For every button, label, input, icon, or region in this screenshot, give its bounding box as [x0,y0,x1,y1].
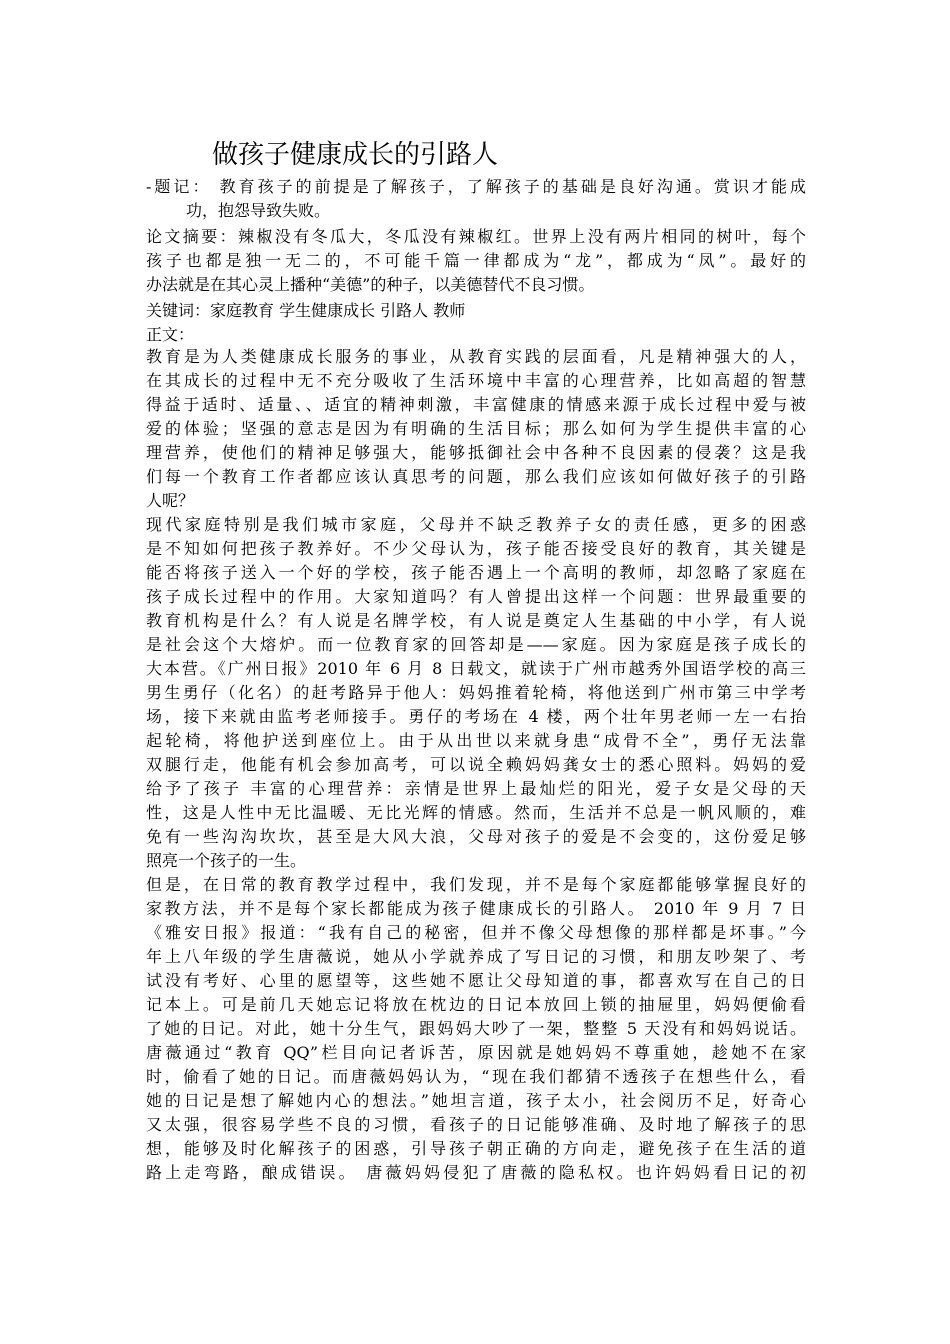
text-line: 双腿行走，他能有机会参加高考，可以说全赖妈妈龚女士的悉心照料。妈妈的爱 [146,755,806,774]
text-line: 们每一个教育工作者都应该认真思考的问题，那么我们应该如何做好孩子的引路 [146,467,806,486]
text-line: 路上走弯路，酿成错误。 唐薇妈妈侵犯了唐薇的隐私权。也许妈妈看日记的初 [146,1163,806,1182]
text-line: 试没有考好、心里的愿望等，这些她不愿让父母知道的事，都喜欢写在自己的日 [146,971,806,990]
text-line: 现代家庭特别是我们城市家庭，父母并不缺乏教养子女的责任感，更多的困惑 [146,515,806,534]
text-line: 爱的体验；坚强的意志是因为有明确的生活目标；那么如何为学生提供丰富的心 [146,419,806,438]
text-line: 记本上。可是前几天她忘记将放在枕边的日记本放回上锁的抽屉里，妈妈便偷看 [146,995,806,1014]
text-line: 唐薇通过“教育 QQ”栏目向记者诉苦，原因就是她妈妈不尊重她，趁她不在家 [146,1043,806,1062]
text-line: 办法就是在其心灵上播种“美德”的种子，以美德替代不良习惯。 [146,275,595,294]
text-line: 是社会这个大熔炉。而一位教育家的回答却是——家庭。因为家庭是孩子成长的 [146,635,806,654]
text-line: 她的日记是想了解她内心的想法。”她坦言道，孩子太小，社会阅历不足，好奇心 [146,1091,806,1110]
text-line: -题记： 教育孩子的前提是了解孩子，了解孩子的基础是良好沟通。赏识才能成 [146,177,806,196]
text-line: 想，能够及时化解孩子的困惑，引导孩子朝正确的方向走，避免孩子在生活的道 [146,1139,806,1158]
text-line: 人呢？ [146,491,195,510]
text-line: 在其成长的过程中无不充分吸收了生活环境中丰富的心理营养，比如高超的智慧 [146,371,806,390]
text-line: 教育机构是什么？有人说是名牌学校，有人说是奠定人生基础的中小学，有人说 [146,611,806,630]
text-line: 又太强，很容易学些不良的习惯，看孩子的日记能够准确、及时地了解孩子的思 [146,1115,806,1134]
text-line: 场，接下来就由监考老师接手。勇仔的考场在 4 楼，两个壮年男老师一左一右抬 [146,707,806,726]
text-line: 能否将孩子送入一个好的学校，孩子能否遇上一个高明的教师，却忽略了家庭在 [146,563,806,582]
text-line: 照亮一个孩子的一生。 [146,851,307,870]
text-line: 《雅安日报》报道：“我有自己的秘密，但并不像父母想像的那样都是坏事。”今 [146,923,806,942]
text-line: 男生勇仔（化名）的赶考路异于他人：妈妈推着轮椅，将他送到广州市第三中学考 [146,683,806,702]
text-line: 起轮椅，将他护送到座位上。由于从出世以来就身患“成骨不全”，勇仔无法靠 [146,731,806,750]
text-line: 免有一些沟沟坎坎，甚至是大风大浪，父母对孩子的爱是不会变的，这份爱足够 [146,827,806,846]
text-line: 孩子成长过程中的作用。大家知道吗？有人曾提出这样一个问题：世界最重要的 [146,587,806,606]
text-line: 但是，在日常的教育教学过程中，我们发现，并不是每个家庭都能够掌握良好的 [146,875,806,894]
text-line: 理营养，使他们的精神足够强大，能够抵御社会中各种不良因素的侵袭？这是我 [146,443,806,462]
text-line: 性，这是人性中无比温暖、无比光辉的情感。然而，生活并不总是一帆风顺的，难 [146,803,806,822]
text-line: 论文摘要：辣椒没有冬瓜大，冬瓜没有辣椒红。世界上没有两片相同的树叶，每个 [146,227,806,246]
text-line: 孩子也都是独一无二的，不可能千篇一律都成为“龙”，都成为“凤”。最好的 [146,251,806,270]
text-line: 给予了孩子 丰富的心理营养：亲情是世界上最灿烂的阳光，爱子女是父母的天 [146,779,806,798]
text-line: 是不知如何把孩子教养好。不少父母认为，孩子能否接受良好的教育，其关键是 [146,539,806,558]
document-title: 做孩子健康成长的引路人 [212,140,499,170]
text-line: 年上八年级的学生唐薇说，她从小学就养成了写日记的习惯，和朋友吵架了、考 [146,947,806,966]
text-line: 关键词：家庭教育 学生健康成长 引路人 教师 [146,301,466,320]
text-line: 了她的日记。对此，她十分生气，跟妈妈大吵了一架，整整 5 天没有和妈妈说话。 [146,1019,806,1038]
text-line: 教育是为人类健康成长服务的事业，从教育实践的层面看，凡是精神强大的人， [146,347,806,366]
text-line: 功，抱怨导致失败。 [186,201,331,220]
text-line: 时，偷看了她的日记。而唐薇妈妈认为，“现在我们都猜不透孩子在想些什么，看 [146,1067,806,1086]
text-line: 得益于适时、适量、、适宜的精神刺激，丰富健康的情感来源于成长过程中爱与被 [146,395,806,414]
text-line: 大本营。《广州日报》2010 年 6 月 8 日载文，就读于广州市越秀外国语学校的高三 [146,659,806,678]
text-line: 家教方法，并不是每个家长都能成为孩子健康成长的引路人。 2010 年 9 月 7 日 [146,899,806,918]
text-line: 正文： [146,325,195,344]
